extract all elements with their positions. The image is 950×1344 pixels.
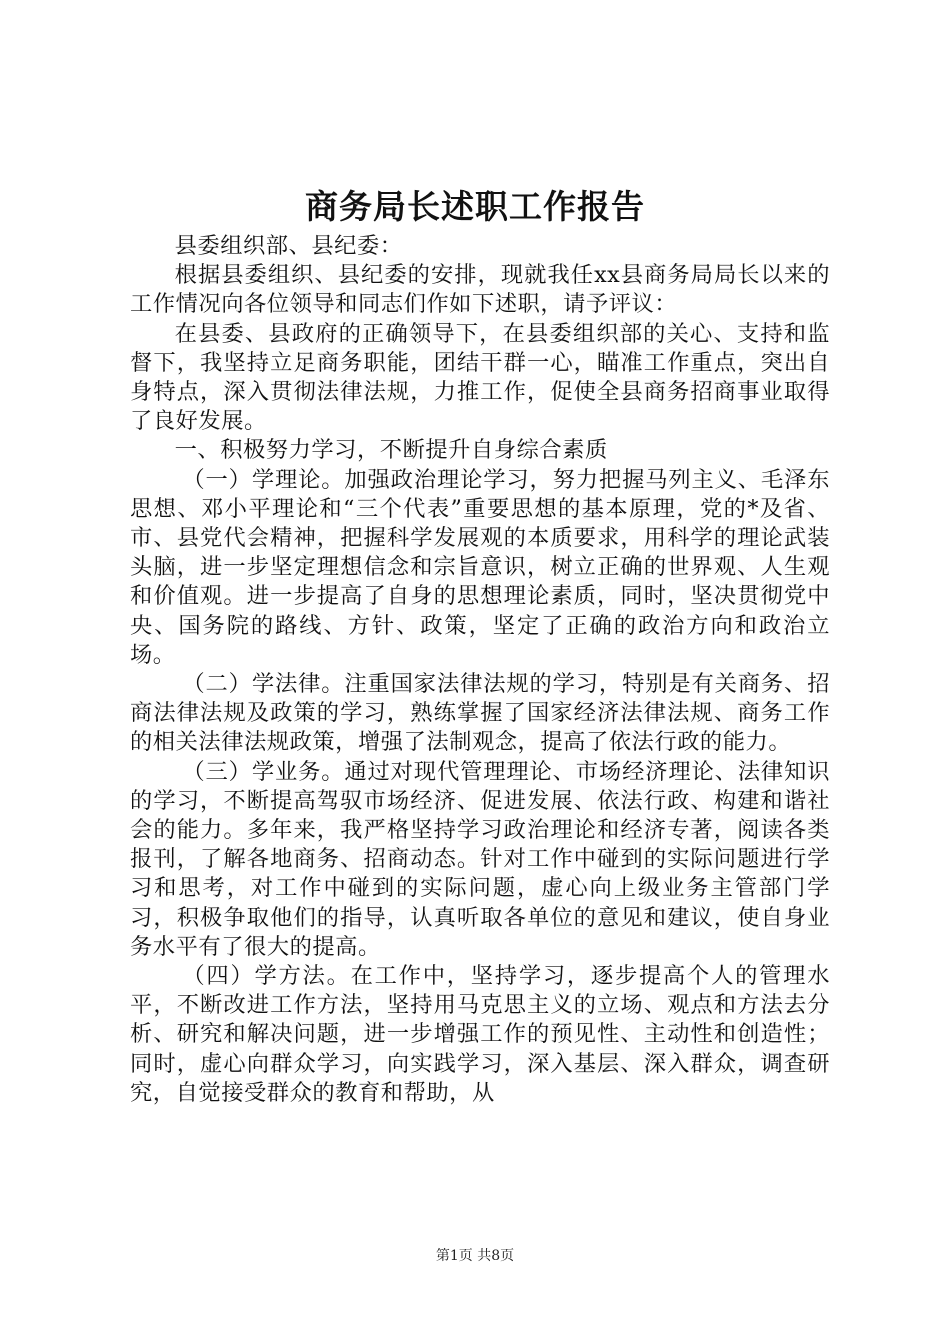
- business-paragraph: （三）学业务。通过对现代管理理论、市场经济理论、法律知识的学习，不断提高驾驭市场经济、促进发展、依法行政、构建和谐社会的能力。多年来，我严格坚持学习政治理论和经济专著，阅读各类报刊，了解各地商务、招商动态。针对工作中碰到的实际问题进行学习和思考，对工作中碰到的实际问题，虚心向上级业务主管部门学习，积极争取他们的指导，认真听取各单位的意见和建议，使自身业务水平有了很大的提高。: [130, 758, 830, 960]
- overview-paragraph: 在县委、县政府的正确领导下，在县委组织部的关心、支持和监督下，我坚持立足商务职能，团结干群一心，瞄准工作重点，突出自身特点，深入贯彻法律法规，力推工作，促使全县商务招商事业取得了良好发展。: [130, 320, 830, 435]
- law-paragraph: （二）学法律。注重国家法律法规的学习，特别是有关商务、招商法律法规及政策的学习，熟练掌握了国家经济法律法规、商务工作的相关法律法规政策，增强了法制观念，提高了依法行政的能力。: [130, 671, 830, 756]
- page-footer: 第1页 共8页: [435, 1248, 515, 1264]
- method-paragraph: （四）学方法。在工作中，坚持学习，逐步提高个人的管理水平，不断改进工作方法，坚持用马克思主义的立场、观点和方法去分析、研究和解决问题，进一步增强工作的预见性、主动性和创造性；同时，虚心向群众学习，向实践学习，深入基层、深入群众，调查研究，自觉接受群众的教育和帮助，从: [130, 963, 830, 1106]
- salutation-paragraph: 县委组织部、县纪委：: [174, 233, 403, 259]
- document-title: 商务局长述职工作报告: [305, 187, 645, 226]
- theory-paragraph: （一）学理论。加强政治理论学习，努力把握马列主义、毛泽东思想、邓小平理论和“三个代表”重要思想的基本原理，党的*及省、市、县党代会精神，把握科学发展观的本质要求，用科学的理论武装头脑，进一步坚定理想信念和宗旨意识，树立正确的世界观、人生观和价值观。进一步提高了自身的思想理论素质，同时，坚决贯彻党中央、国务院的路线、方针、政策，坚定了正确的政治方向和政治立场。: [130, 466, 830, 668]
- document-body: [130, 232, 830, 1108]
- intro-paragraph: 根据县委组织、县纪委的安排，现就我任xx县商务局局长以来的工作情况向各位领导和同志们作如下述职，请予评议：: [130, 262, 830, 318]
- section-heading: 一、积极努力学习，不断提升自身综合素质: [174, 437, 608, 464]
